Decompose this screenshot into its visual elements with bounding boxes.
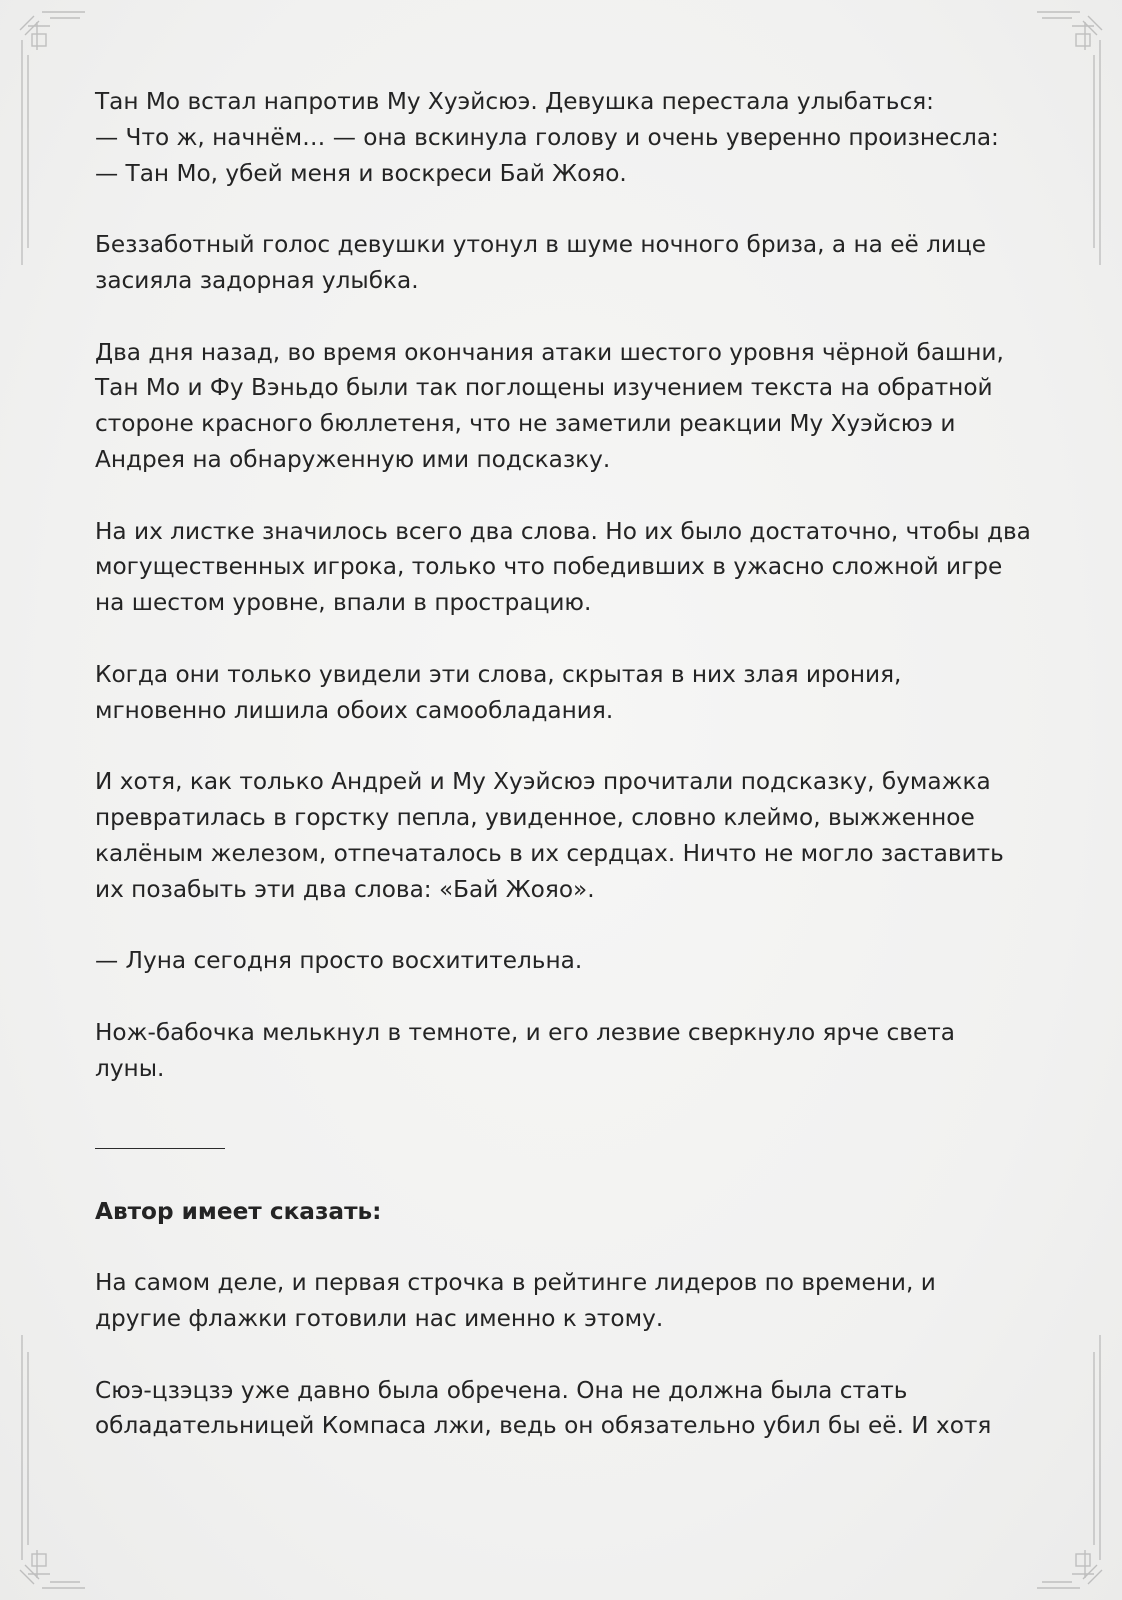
paragraph-4 — [95, 514, 1035, 621]
separator-line — [95, 1148, 225, 1149]
paragraph-1 — [95, 84, 1035, 191]
paragraph-line: — Луна сегодня просто восхитительна. — [95, 947, 583, 975]
paragraph-9 — [95, 1265, 1035, 1337]
paragraph-line: И хотя, как только Андрей и Му Хуэйсюэ прочитали подсказку, бумажка — [95, 768, 991, 796]
paragraph-8 — [95, 1015, 1035, 1087]
paragraph-line: Тан Мо и Фу Вэньдо были так поглощены изучением текста на обратной — [95, 374, 993, 402]
paragraph-line: Сюэ-цзэцзэ уже давно была обречена. Она не должна была стать — [95, 1376, 908, 1404]
paragraph-line: их позабыть эти два слова: «Бай Жояо». — [95, 875, 595, 903]
paragraph-line: На самом деле, и первая строчка в рейтинге лидеров по времени, и — [95, 1269, 936, 1297]
paragraph-line: Андрея на обнаруженную ими подсказку. — [95, 445, 611, 473]
paragraph-line: могущественных игрока, только что победивших в ужасно сложной игре — [95, 553, 1003, 581]
paragraph-line: — Что ж, начнём… — она вскинула голову и очень уверенно произнесла: — [95, 123, 999, 151]
paragraph-line: На их листке значилось всего два слова. Но их было достаточно, чтобы два — [95, 517, 1031, 545]
paragraph-line: обладательницей Компаса лжи, ведь он обязательно убил бы её. И хотя — [95, 1412, 992, 1440]
paragraph-line: — Тан Мо, убей меня и воскреси Бай Жояо. — [95, 159, 627, 187]
paragraph-line: Два дня назад, во время окончания атаки шестого уровня чёрной башни, — [95, 338, 1004, 366]
paragraph-line: Тан Мо встал напротив Му Хуэйсюэ. Девушка перестала улыбаться: — [95, 88, 934, 115]
paragraph-6 — [95, 764, 1035, 907]
paragraph-line: Беззаботный голос девушки утонул в шуме ночного бриза, а на её лице — [95, 231, 987, 259]
heading-line: Автор имеет сказать: — [95, 1197, 382, 1225]
paragraph-line: на шестом уровне, впали в прострацию. — [95, 589, 592, 617]
section-separator — [95, 1122, 1035, 1158]
paragraph-line: Когда они только увидели эти слова, скрытая в них злая ирония, — [95, 660, 902, 688]
paragraph-5 — [95, 657, 1035, 729]
paragraph-2 — [95, 227, 1035, 299]
paragraph-line: Нож-бабочка мелькнул в темноте, и его лезвие сверкнуло ярче света — [95, 1018, 955, 1046]
paragraph-line: превратилась в горстку пепла, увиденное, словно клеймо, выжженное — [95, 803, 975, 831]
paragraph-line: мгновенно лишила обоих самообладания. — [95, 696, 614, 724]
paragraph-line: калёным железом, отпечаталось в их сердцах. Ничто не могло заставить — [95, 839, 1004, 867]
paragraph-3 — [95, 335, 1035, 478]
paragraph-line: луны. — [95, 1054, 165, 1082]
paragraph-10 — [95, 1373, 1035, 1445]
paragraph-line: засияла задорная улыбка. — [95, 266, 419, 294]
paragraph-line: стороне красного бюллетеня, что не заметили реакции Му Хуэйсюэ и — [95, 410, 956, 438]
document-text — [95, 84, 1035, 1480]
paragraph-line: другие флажки готовили нас именно к этому. — [95, 1305, 664, 1333]
paragraph-7 — [95, 943, 1035, 979]
author-note-heading — [95, 1194, 1035, 1230]
